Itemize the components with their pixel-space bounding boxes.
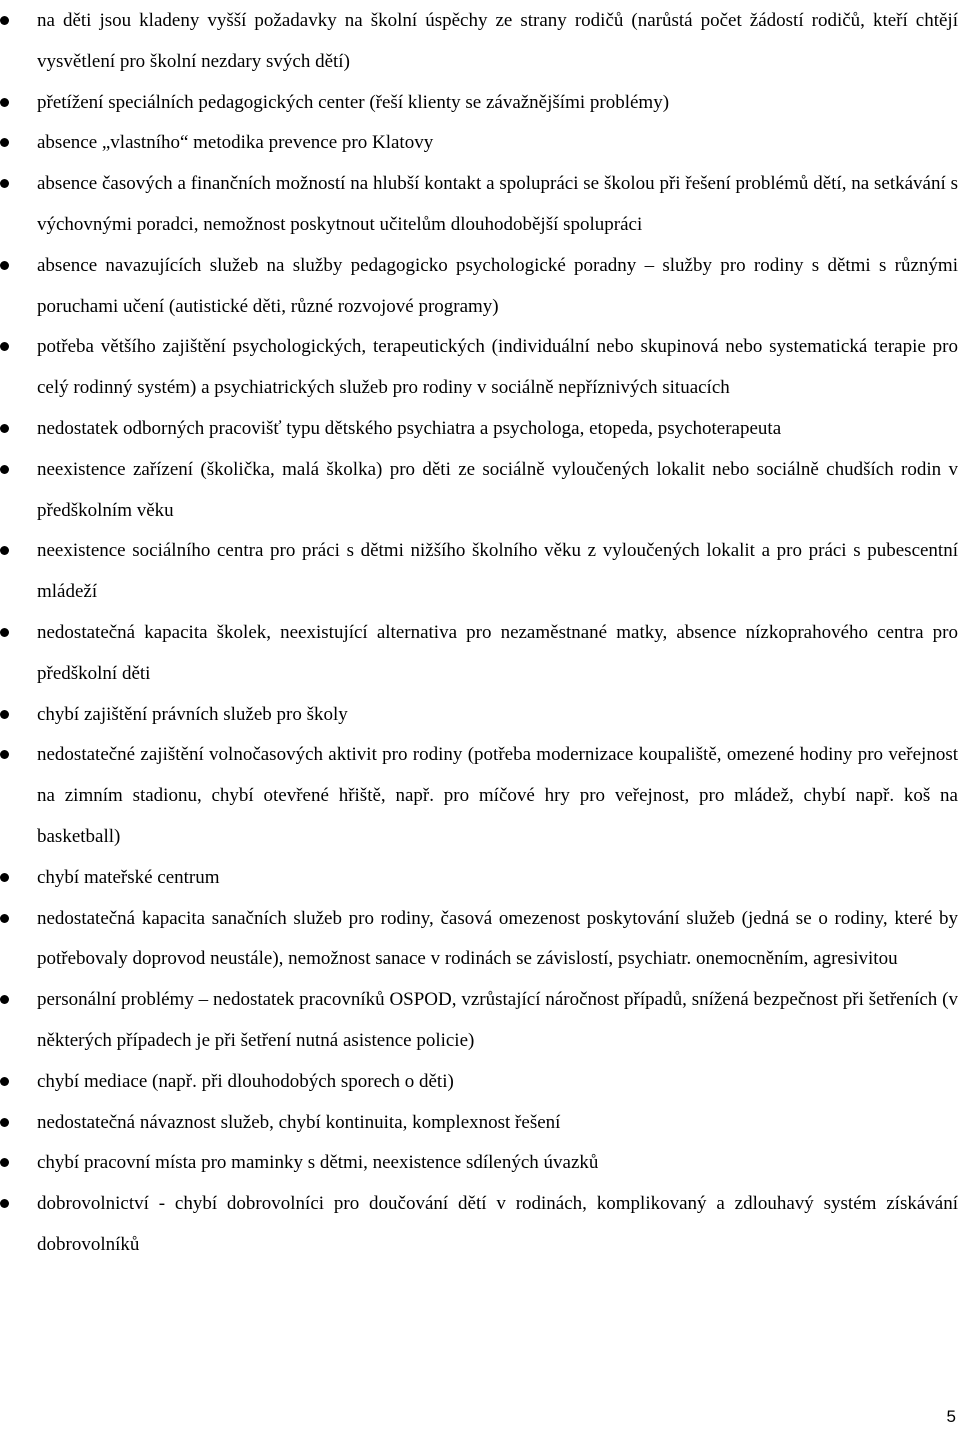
list-item	[0, 899, 960, 981]
bullet-icon	[0, 138, 9, 147]
list-item-text: nedostatek odborných pracovišť typu dětského psychiatra a psychologa, etopeda, psychoterapeuta	[37, 417, 782, 439]
list-item-text: nedostatečné zajištění volnočasových aktivit pro rodiny (potřeba modernizace koupaliště, omezené hodiny pro veřejnost na zimním stadionu, chybí otevřené hřiště, např. pro míčové hry pro veřejnost, pro mládež, chybí např. koš na basketball)	[37, 744, 958, 847]
bullet-icon	[0, 710, 9, 719]
bullet-icon	[0, 1158, 9, 1167]
bullet-icon	[0, 995, 9, 1004]
list-item-text: nedostatečná návaznost služeb, chybí kontinuita, komplexnost řešení	[37, 1111, 561, 1133]
list-item-text: chybí mateřské centrum	[37, 866, 220, 888]
list-item	[0, 531, 960, 613]
list-item-text: absence „vlastního“ metodika prevence pro Klatovy	[37, 132, 434, 154]
list-item	[0, 246, 960, 328]
list-item-text: na děti jsou kladeny vyšší požadavky na školní úspěchy ze strany rodičů (narůstá počet žádostí rodičů, kteří chtějí vysvětlení pro školní nezdary svých dětí)	[37, 10, 958, 72]
list-item-text: neexistence zařízení (školička, malá školka) pro děti ze sociálně vyloučených lokalit nebo sociálně chudších rodin v předškolním věku	[37, 458, 958, 521]
list-item	[0, 1103, 960, 1144]
list-item	[0, 164, 960, 246]
list-item-text: nedostatečná kapacita sanačních služeb pro rodiny, časová omezenost poskytování služeb (jedná se o rodiny, které by potřebovaly doprovod neustále), nemožnost sanace v rodinách se závislostí, psychiatr. onemocněním, agresivitou	[37, 907, 958, 970]
bullet-icon	[0, 914, 9, 923]
list-item-text: personální problémy – nedostatek pracovníků OSPOD, vzrůstající náročnost případů, snížená bezpečnost při šetřeních (v některých případech je při šetření nutná asistence policie)	[37, 989, 958, 1051]
bullet-icon	[0, 1199, 9, 1208]
list-item	[0, 613, 960, 695]
bullet-icon	[0, 546, 9, 555]
list-item-text: nedostatečná kapacita školek, neexistující alternativa pro nezaměstnané matky, absence nízkoprahového centra pro předškolní děti	[37, 621, 958, 684]
list-item	[0, 980, 960, 1062]
list-item	[0, 858, 960, 899]
bullet-icon	[0, 873, 9, 882]
list-item-text: chybí mediace (např. při dlouhodobých sporech o děti)	[37, 1070, 454, 1092]
list-item-text: chybí zajištění právních služeb pro školy	[37, 703, 348, 725]
bullet-icon	[0, 1077, 9, 1086]
list-item	[0, 409, 960, 450]
page-number: 5	[946, 1407, 956, 1426]
bullet-icon	[0, 1118, 9, 1127]
list-item	[0, 327, 960, 409]
list-item-text: přetížení speciálních pedagogických center (řeší klienty se závažnějšími problémy)	[37, 91, 670, 113]
bullet-icon	[0, 750, 9, 759]
bullet-icon	[0, 261, 9, 270]
bullet-icon	[0, 342, 9, 351]
bullet-icon	[0, 98, 9, 107]
list-item	[0, 735, 960, 857]
list-item-text: dobrovolnictví - chybí dobrovolníci pro doučování dětí v rodinách, komplikovaný a zdlouhavý systém získávání dobrovolníků	[37, 1193, 958, 1255]
list-item	[0, 1, 960, 83]
list-item	[0, 123, 960, 164]
list-item	[0, 1062, 960, 1103]
list-item	[0, 83, 960, 124]
bullet-icon	[0, 16, 9, 25]
bullet-icon	[0, 628, 9, 637]
list-item-text: potřeba většího zajištění psychologických, terapeutických (individuální nebo skupinová nebo systematická terapie pro celý rodinný systém) a psychiatrických služeb pro rodiny v sociálně nepříznivých situacích	[37, 336, 958, 399]
list-item	[0, 695, 960, 736]
list-item	[0, 1184, 960, 1266]
bullet-icon	[0, 179, 9, 188]
bullet-icon	[0, 465, 9, 474]
list-item	[0, 450, 960, 532]
list-item	[0, 1143, 960, 1184]
bullet-icon	[0, 424, 9, 433]
list-item-text: neexistence sociálního centra pro práci s dětmi nižšího školního věku z vyloučených lokalit a pro práci s pubescentní mládeží	[37, 540, 958, 603]
list-item-text: absence časových a finančních možností na hlubší kontakt a spolupráci se školou při řešení problémů dětí, na setkávání s výchovnými poradci, nemožnost poskytnout učitelům dlouhodobější spolupráci	[37, 173, 958, 235]
list-item-text: chybí pracovní místa pro maminky s dětmi, neexistence sdílených úvazků	[37, 1152, 599, 1174]
bullet-list	[0, 1, 960, 1266]
list-item-text: absence navazujících služeb na služby pedagogicko psychologické poradny – služby pro rodiny s dětmi s různými poruchami učení (autistické děti, různé rozvojové programy)	[37, 254, 958, 317]
